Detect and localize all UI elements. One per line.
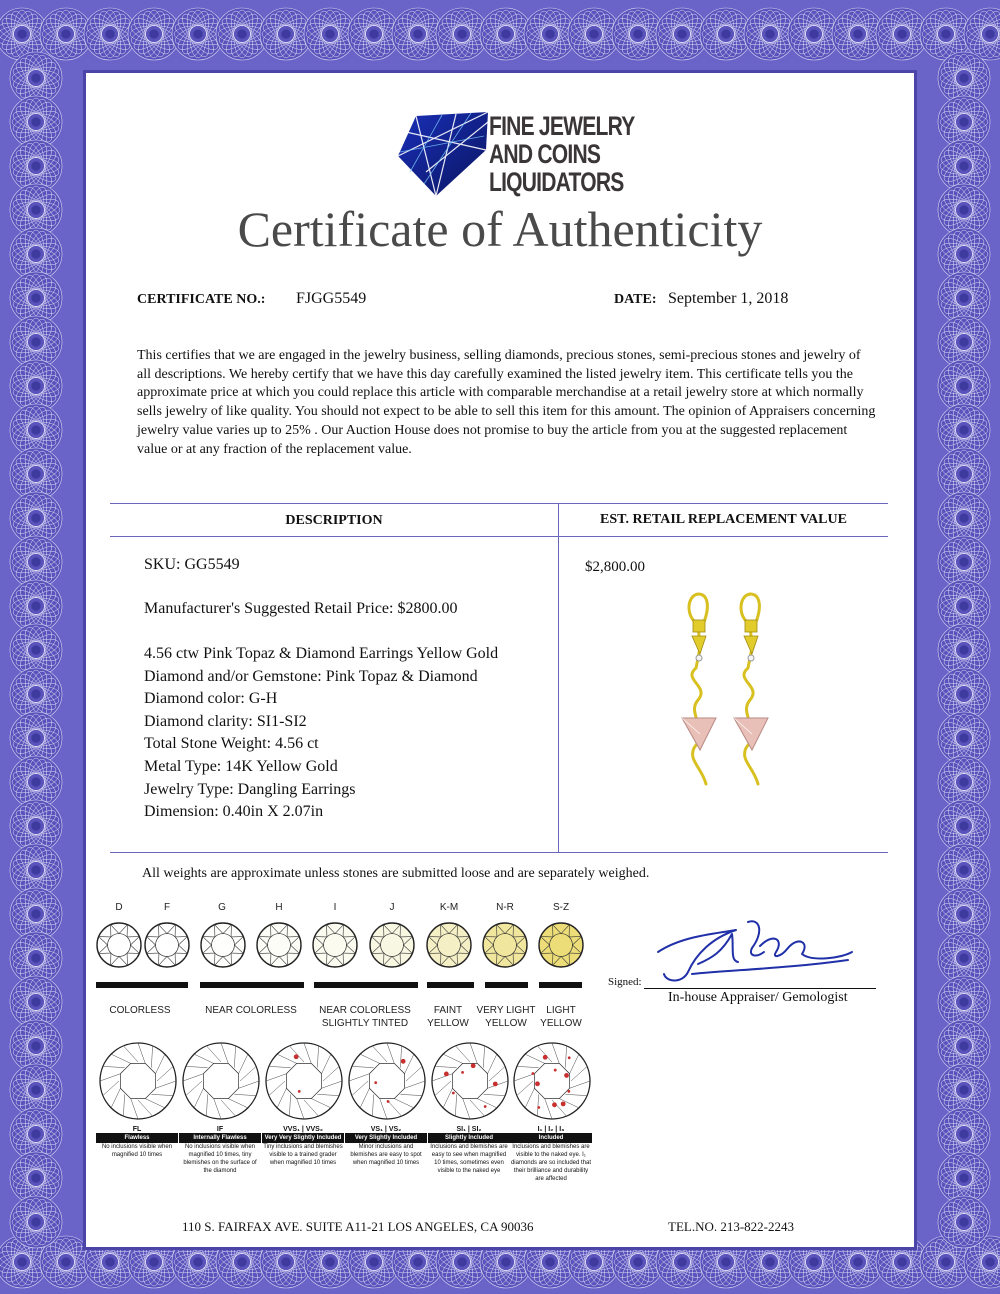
clarity-description: No inclusions visible when magnified 10 times — [101, 1144, 173, 1158]
color-category: NEAR COLORLESS — [205, 1005, 297, 1016]
inclusion-mark — [535, 1081, 540, 1086]
color-category-bar — [200, 982, 304, 988]
inclusion-mark — [452, 1092, 455, 1095]
clarity-code: I₁ | I₂ | I₃ — [537, 1126, 565, 1133]
inclusion-mark — [532, 1072, 535, 1075]
color-category: FAINT YELLOW — [427, 1005, 469, 1029]
inclusion-mark — [387, 1100, 390, 1103]
color-grade-label: N-R — [496, 902, 514, 913]
color-category-bar — [539, 982, 582, 988]
color-category-bar — [427, 982, 474, 988]
clarity-code: VVS₁ | VVS₂ — [283, 1126, 323, 1133]
color-grade-label: H — [275, 902, 283, 913]
clarity-column — [510, 1126, 592, 1183]
color-grade-label: J — [389, 902, 395, 913]
clarity-name: Included — [510, 1133, 592, 1143]
detail-line: Diamond clarity: SI1-SI2 — [144, 712, 307, 730]
color-grade-label: G — [218, 902, 226, 913]
table-header-rule — [110, 536, 888, 537]
color-grade-stone — [370, 923, 414, 967]
color-category: COLORLESS — [109, 1005, 171, 1016]
page-title: Certificate of Authenticity — [237, 201, 763, 257]
clarity-column — [262, 1126, 344, 1167]
color-category: VERY LIGHT YELLOW — [476, 1005, 536, 1029]
color-grade-label: F — [163, 902, 171, 913]
color-grade-label: S-Z — [552, 902, 570, 913]
diamond-logo-icon — [396, 112, 492, 198]
clarity-name: Very Very Slightly Included — [262, 1133, 344, 1143]
sku: SKU: GG5549 — [144, 556, 240, 573]
clarity-code: VS₁ | VS₂ — [370, 1126, 402, 1133]
rosette-ornament — [10, 1196, 62, 1248]
signed-label: Signed: — [608, 976, 642, 988]
inclusion-mark — [294, 1054, 299, 1059]
detail-line: 4.56 ctw Pink Topaz & Diamond Earrings Yellow Gold — [144, 645, 499, 662]
color-category: LIGHT YELLOW — [540, 1005, 582, 1029]
certificate-number: FJGG5549 — [296, 290, 367, 307]
color-category-bar — [485, 982, 528, 988]
date-value: September 1, 2018 — [668, 290, 789, 307]
inclusion-mark — [401, 1059, 406, 1064]
clarity-column — [179, 1126, 261, 1175]
inclusion-mark — [484, 1105, 487, 1108]
inclusion-mark — [444, 1071, 449, 1076]
footer-address: 110 S. FAIRFAX AVE. SUITE A11-21 LOS ANGELES, CA 90036 — [182, 1219, 534, 1234]
brand-name-line3: LIQUIDATORS — [489, 167, 624, 197]
inclusion-mark — [374, 1081, 377, 1084]
clarity-description: Inclusions and blemishes are visible to the naked eye. I₁ diamonds are so included that their brilliance and durability are affected — [510, 1144, 592, 1182]
inclusion-mark — [537, 1106, 540, 1109]
weights-note: All weights are approximate unless stones are submitted loose and are separately weighed. — [142, 866, 650, 881]
clarity-stone — [266, 1043, 342, 1119]
inclusion-mark — [561, 1101, 566, 1106]
date-label: DATE: — [614, 292, 657, 307]
color-category-bar — [314, 982, 418, 988]
clarity-name: Flawless — [96, 1133, 178, 1143]
clarity-name: Very Slightly Included — [345, 1133, 427, 1143]
color-category-bar — [96, 982, 188, 988]
clarity-stone — [514, 1043, 590, 1119]
detail-line: Diamond and/or Gemstone: Pink Topaz & Diamond — [144, 667, 478, 685]
color-grade-stone — [145, 923, 189, 967]
clarity-stone — [349, 1043, 425, 1119]
signature-line — [644, 988, 876, 989]
color-grade-stone — [539, 923, 583, 967]
detail-line: Metal Type: 14K Yellow Gold — [144, 757, 338, 775]
clarity-description: No inclusions visible when magnified 10 times, tiny blemishes on the surface of the diamond — [183, 1144, 257, 1174]
certification-statement: This certifies that we are engaged in the jewelry business, selling diamonds, precious stones, semi-precious stones and jewelry of all descriptions. We hereby certify that we have this day carefully examined the listed jewelry item. This certificate tells you the approximate price at which you could replace this article with comparable merchandise at a retail jewelry store at which normally sells jewelry of like quality. You should not expect to be able to sell this item for this amount. The opinion of Appraisers concerning jewelry value varies up to 25% . Our Auction House does not promise to buy the article from you at the suggested replacement value or at any fraction of the replacement value. — [137, 348, 876, 457]
earrings-product-image — [676, 588, 780, 788]
clarity-code: FL — [132, 1126, 142, 1133]
clarity-name: Internally Flawless — [179, 1133, 261, 1143]
inclusion-mark — [471, 1063, 476, 1068]
footer-phone: TEL.NO. 213-822-2243 — [668, 1219, 795, 1234]
detail-line: Jewelry Type: Dangling Earrings — [144, 780, 356, 798]
color-grade-stone — [201, 923, 245, 967]
detail-line: Diamond color: G-H — [144, 690, 278, 708]
brand-name-line2: AND COINS — [489, 139, 601, 169]
color-category: NEAR COLORLESS SLIGHTLY TINTED — [319, 1005, 411, 1029]
brand-name-line1: FINE JEWELRY — [489, 111, 635, 141]
certificate-number-label: CERTIFICATE NO.: — [137, 292, 266, 307]
color-grade-stone — [97, 923, 141, 967]
table-top-rule — [110, 503, 888, 504]
appraiser-role: In-house Appraiser/ Gemologist — [668, 990, 848, 1005]
inclusion-mark — [564, 1073, 569, 1078]
clarity-name: Slightly Included — [428, 1133, 510, 1143]
inclusion-mark — [554, 1069, 557, 1072]
inclusion-mark — [552, 1102, 557, 1107]
detail-line: Dimension: 0.40in X 2.07in — [144, 803, 324, 821]
color-grade-stone — [427, 923, 471, 967]
clarity-description: Tiny inclusions and blemishes visible to a trained grader when magnified 10 times — [263, 1144, 343, 1166]
rosette-ornament — [938, 1196, 990, 1248]
clarity-column — [345, 1126, 427, 1167]
color-grade-label: I — [333, 902, 337, 913]
clarity-code: SI₁ | SI₂ — [456, 1126, 482, 1133]
table-bottom-rule — [110, 852, 888, 853]
value-column-header: EST. RETAIL REPLACEMENT VALUE — [600, 512, 847, 527]
clarity-stone — [432, 1043, 508, 1119]
color-grade-stone — [483, 923, 527, 967]
inclusion-mark — [461, 1071, 464, 1074]
description-column-header: DESCRIPTION — [285, 513, 383, 528]
inclusion-mark — [543, 1055, 548, 1060]
color-grade-stone — [257, 923, 301, 967]
clarity-description: Inclusions and blemishes are easy to see when magnified 10 times, sometimes even visible to the naked eye — [430, 1144, 508, 1174]
inclusion-mark — [568, 1056, 571, 1059]
detail-line: Total Stone Weight: 4.56 ct — [144, 735, 319, 753]
clarity-column — [428, 1126, 510, 1175]
clarity-description: Minor inclusions and blemishes are easy to spot when magnified 10 times — [350, 1144, 422, 1166]
clarity-diagrams — [96, 1034, 596, 1128]
clarity-stone — [100, 1043, 176, 1119]
color-grade-label: D — [115, 902, 123, 913]
color-grade-label: K-M — [439, 902, 459, 913]
clarity-stone — [183, 1043, 259, 1119]
msrp: Manufacturer's Suggested Retail Price: $2800.00 — [144, 600, 458, 617]
inclusion-mark — [493, 1082, 498, 1087]
handwritten-signature — [652, 912, 862, 990]
inclusion-mark — [298, 1090, 301, 1093]
item-details — [144, 643, 498, 824]
inclusion-mark — [567, 1090, 570, 1093]
clarity-code: IF — [216, 1126, 224, 1133]
color-grade-stone — [313, 923, 357, 967]
table-column-divider — [558, 503, 559, 853]
replacement-value: $2,800.00 — [585, 559, 645, 575]
clarity-column — [96, 1126, 178, 1159]
